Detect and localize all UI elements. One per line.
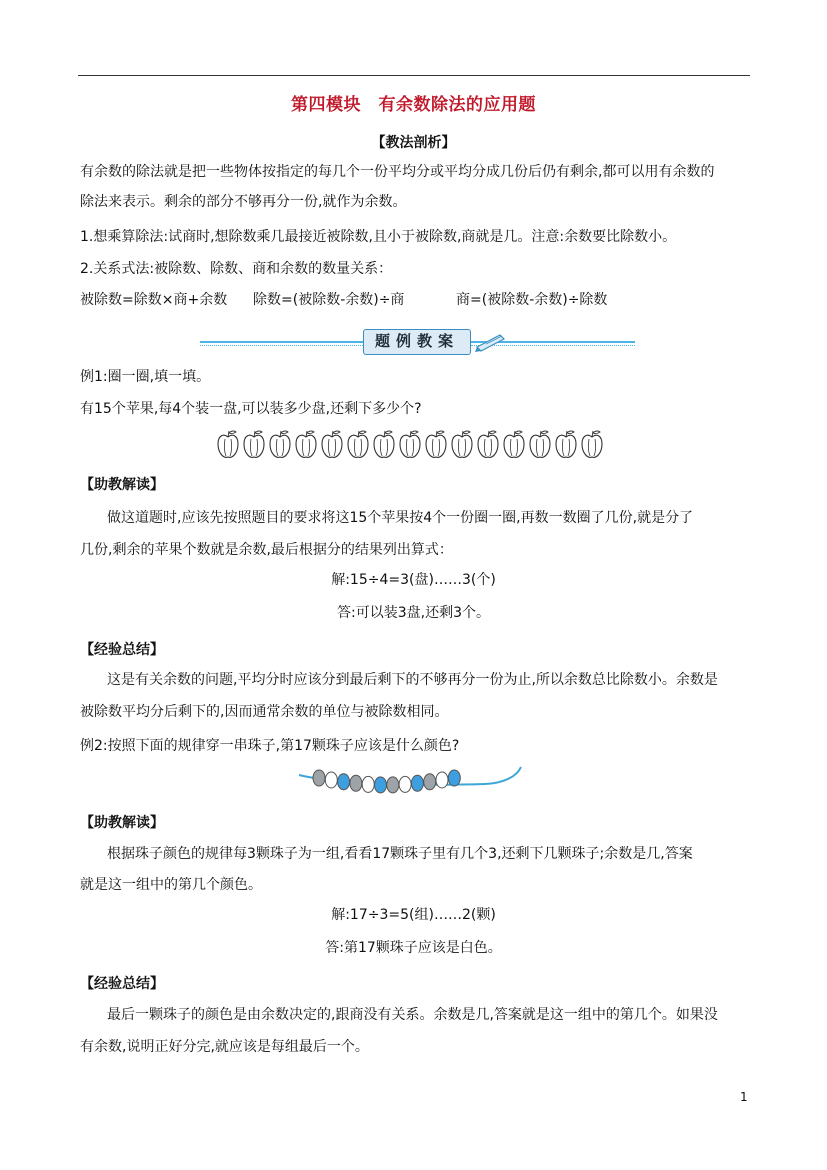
example-1-title: 例1:圈一圈,填一填。 bbox=[80, 369, 211, 385]
experience-2-line-1: 最后一颗珠子的颜色是由余数决定的,跟商没有关系。余数是几,答案就是这一组中的第几个。如果没 bbox=[107, 1007, 718, 1023]
banner-pencil-icon bbox=[474, 329, 510, 353]
experience-label-1: 【经验总结】 bbox=[80, 642, 164, 658]
apple-icon bbox=[270, 431, 290, 457]
apple-icon bbox=[322, 431, 342, 457]
experience-1-line-2: 被除数平均分后剩下的,因而通常余数的单位与被除数相同。 bbox=[80, 704, 449, 720]
answer-2: 答:第17颗珠子应该是白色。 bbox=[325, 940, 502, 956]
apple-icon bbox=[452, 431, 472, 457]
intro-line-2: 除法来表示。剩余的部分不够再分一份,就作为余数。 bbox=[80, 194, 407, 210]
header-rule bbox=[78, 75, 750, 76]
bead-string-illustration bbox=[295, 764, 525, 800]
page-title: 第四模块 有余数除法的应用题 bbox=[291, 95, 536, 115]
banner-dots-left bbox=[200, 345, 363, 346]
solution-2: 解:17÷3=5(组)……2(颗) bbox=[331, 907, 496, 923]
bead-white bbox=[436, 772, 448, 788]
bead-white bbox=[362, 776, 374, 792]
experience-1-line-1: 这是有关余数的问题,平均分时应该分到最后剩下的不够再分一份为止,所以余数总比除数小。余数是 bbox=[107, 672, 718, 688]
example-1-question: 有15个苹果,每4个装一盘,可以装多少盘,还剩下多少个? bbox=[80, 401, 422, 417]
banner-label: 题例教案 bbox=[363, 329, 471, 355]
bead-blue bbox=[375, 777, 387, 793]
bead-blue bbox=[411, 775, 423, 791]
bead-blue bbox=[338, 774, 350, 790]
example-2-title: 例2:按照下面的规律穿一串珠子,第17颗珠子应该是什么颜色? bbox=[80, 738, 460, 754]
apple-icon bbox=[218, 431, 238, 457]
helper-2-line-1: 根据珠子颜色的规律每3颗珠子为一组,看看17颗珠子里有几个3,还剩下几颗珠子;余数是几,答案 bbox=[107, 846, 693, 862]
bead-gray bbox=[313, 770, 325, 786]
apple-icon bbox=[374, 431, 394, 457]
bead-white bbox=[325, 772, 337, 788]
apple-icon bbox=[556, 431, 576, 457]
apple-icon bbox=[296, 431, 316, 457]
apple-icon bbox=[400, 431, 420, 457]
experience-2-line-2: 有余数,说明正好分完,就应该是每组最后一个。 bbox=[80, 1039, 369, 1055]
helper-2-line-2: 就是这一组中的第几个颜色。 bbox=[80, 877, 262, 893]
apple-icon bbox=[426, 431, 446, 457]
rule-2: 2.关系式法:被除数、除数、商和余数的数量关系： bbox=[80, 261, 393, 277]
apples-illustration bbox=[215, 428, 615, 462]
apple-icon bbox=[582, 431, 602, 457]
formula-dividend: 被除数=除数×商+余数 bbox=[80, 292, 228, 308]
apple-icon bbox=[244, 431, 264, 457]
helper-label-1: 【助教解读】 bbox=[80, 477, 164, 493]
helper-label-2: 【助教解读】 bbox=[80, 815, 164, 831]
formula-quotient: 商=(被除数-余数)÷除数 bbox=[456, 292, 608, 308]
intro-line-1: 有余数的除法就是把一些物体按指定的每几个一份平均分或平均分成几份后仍有剩余,都可以用有余数的 bbox=[80, 164, 715, 180]
section-heading-method: 【教法剖析】 bbox=[371, 135, 456, 151]
helper-1-line-1: 做这道题时,应该先按照题目的要求将这15个苹果按4个一份圈一圈,再数一数圈了几份,就是分了 bbox=[107, 510, 694, 526]
bead-gray bbox=[387, 777, 399, 793]
bead-gray bbox=[424, 774, 436, 790]
apple-icon bbox=[504, 431, 524, 457]
banner-line-left bbox=[200, 341, 363, 343]
apple-icon bbox=[478, 431, 498, 457]
page-number: 1 bbox=[740, 1090, 748, 1104]
bead-gray bbox=[350, 775, 362, 791]
bead-blue bbox=[448, 770, 460, 786]
answer-1: 答:可以装3盘,还剩3个。 bbox=[337, 605, 490, 621]
bead-white bbox=[399, 776, 411, 792]
solution-1: 解:15÷4=3(盘)……3(个) bbox=[331, 572, 496, 588]
formula-divisor: 除数=(被除数-余数)÷商 bbox=[253, 292, 405, 308]
apple-icon bbox=[530, 431, 550, 457]
experience-label-2: 【经验总结】 bbox=[80, 976, 164, 992]
apple-icon bbox=[348, 431, 368, 457]
helper-1-line-2: 几份,剩余的苹果个数就是余数,最后根据分的结果列出算式： bbox=[80, 542, 453, 558]
rule-1: 1.想乘算除法:试商时,想除数乘几最接近被除数,且小于被除数,商就是几。注意:余数要比除数小。 bbox=[80, 229, 677, 245]
